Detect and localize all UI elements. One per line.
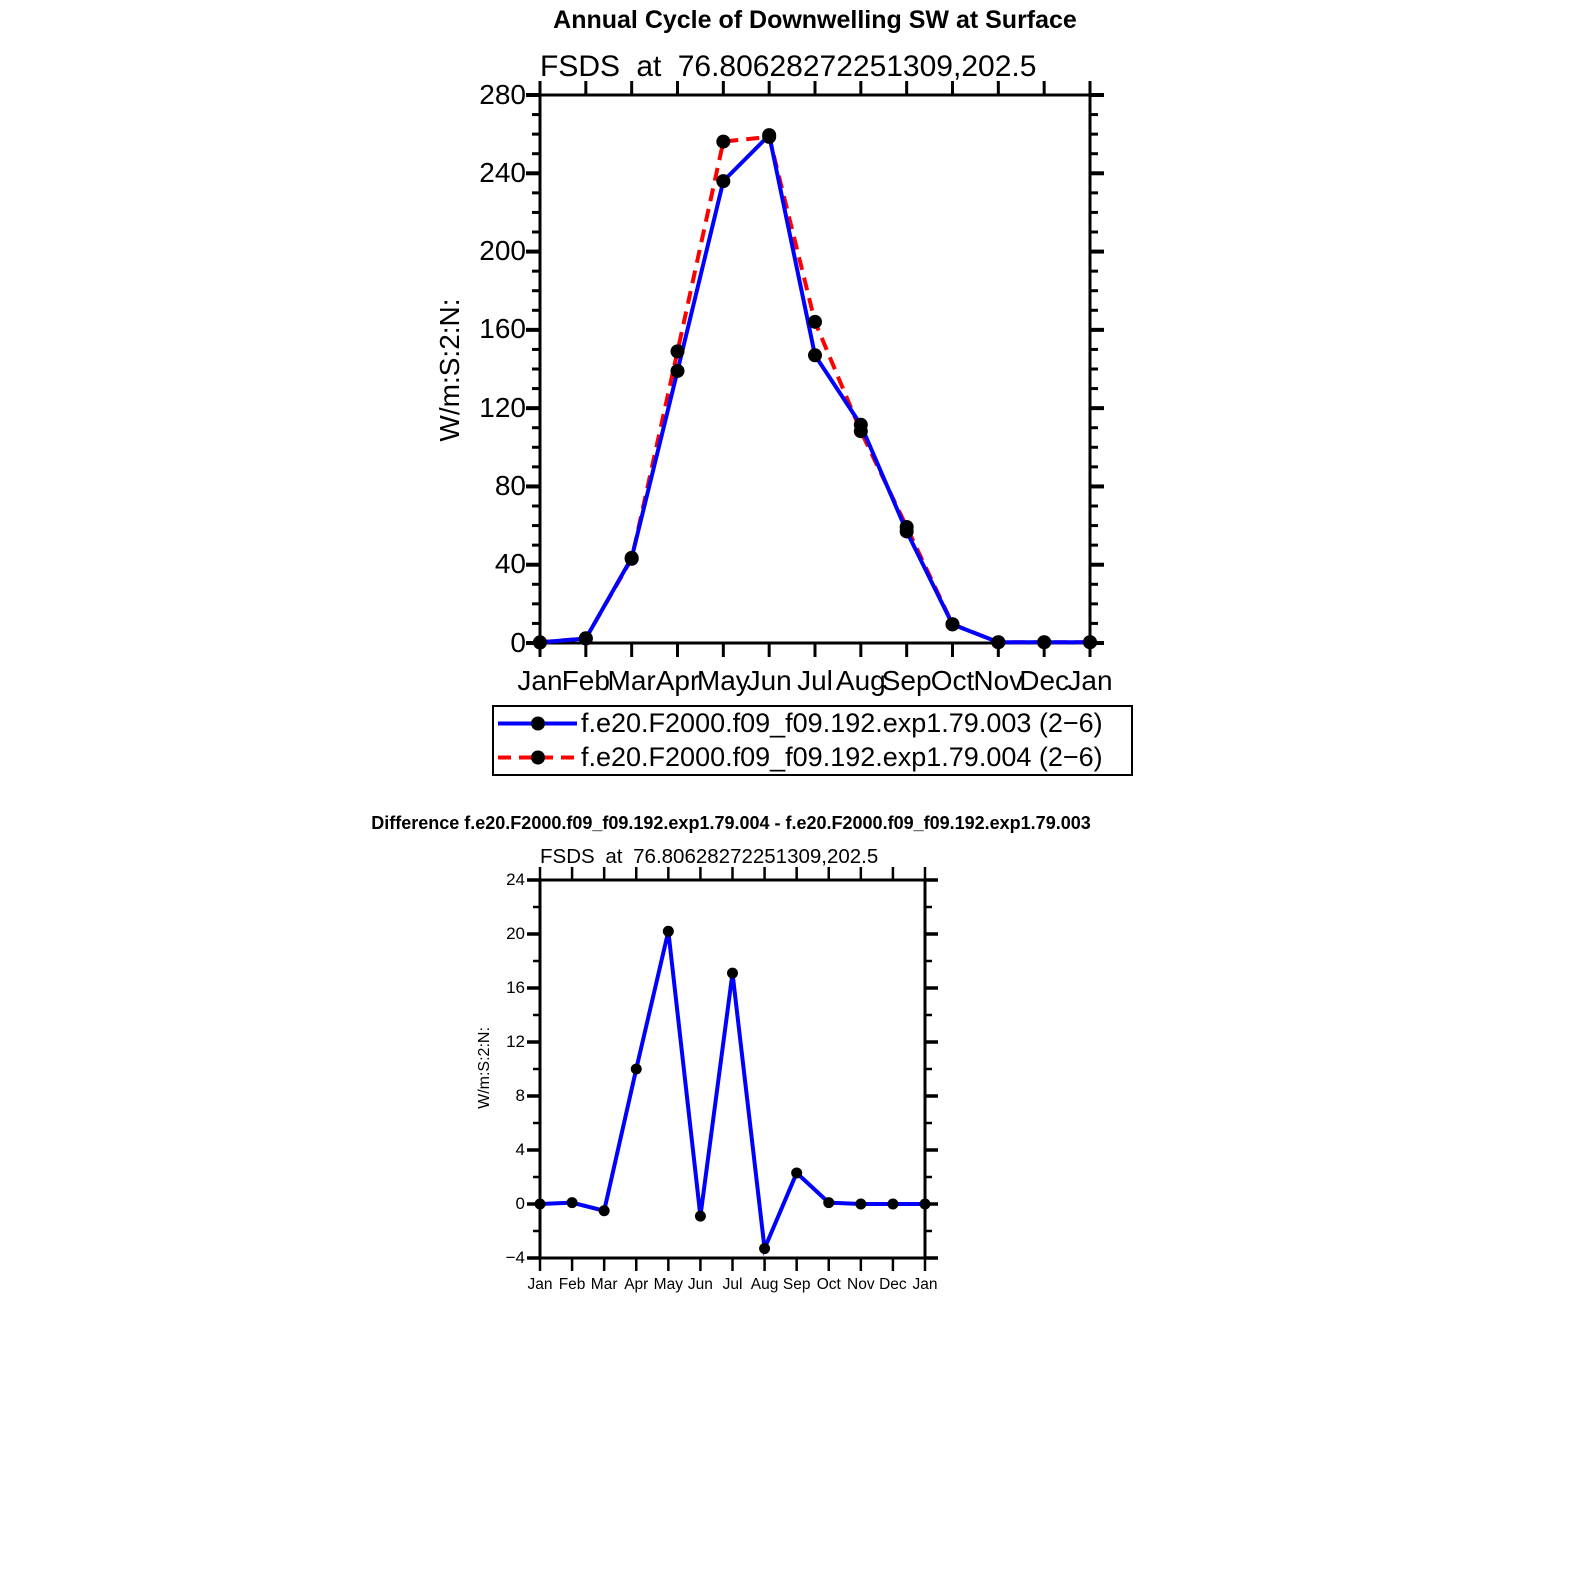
series-line [540,137,1090,643]
ytick-label: 4 [515,1139,525,1159]
xtick-label: Jul [722,1276,743,1293]
legend-dashed-line-sample-icon [494,741,579,774]
xtick-label: Feb [561,665,610,696]
legend-box [492,705,1133,776]
ytick-label: 120 [479,391,526,423]
xtick-label: Jun [687,1276,713,1293]
xtick-label: Dec [1019,665,1070,696]
xtick-label: Nov [973,665,1024,696]
ytick-label: 200 [479,235,526,267]
chart2-y-axis-label: W/m:S:2:N: [476,1027,493,1109]
ytick-label: 40 [494,548,526,580]
xtick-label: Jan [1067,665,1113,696]
chart1-title: Annual Cycle of Downwelling SW at Surface [553,6,1077,34]
xtick-label: Apr [624,1276,649,1293]
legend-item-exp-004 [494,741,1131,774]
xtick-label: Jan [912,1276,938,1293]
ytick-label: 16 [506,977,525,997]
chart2-title: Difference f.e20.F2000.f09_f09.192.exp1.79.004 - f.e20.F2000.f09_f09.192.exp1.79.003 [371,813,1091,833]
series-line [540,135,1090,642]
legend-solid-line-sample-icon [494,707,579,740]
ytick-label: −4 [505,1247,525,1267]
xtick-label: Jun [746,665,792,696]
ytick-label: 8 [515,1085,525,1105]
ytick-label: 240 [479,156,526,188]
legend-item-exp-003 [494,707,1131,740]
xtick-label: Jan [527,1276,553,1293]
xtick-label: Mar [590,1276,618,1293]
xtick-label: Sep [881,665,932,696]
ytick-label: 80 [494,470,526,502]
ytick-label: 0 [510,626,526,658]
ytick-label: 20 [506,923,525,943]
ytick-label: 160 [479,313,526,345]
chart1-subtitle: FSDS at 76.80628272251309,202.5 [540,50,1037,83]
xtick-label: Aug [750,1276,779,1293]
legend-label-exp-003: f.e20.F2000.f09_f09.192.exp1.79.003 (2−6) [581,708,1103,739]
xtick-label: Sep [782,1276,811,1293]
ytick-label: 0 [515,1193,525,1213]
xtick-label: Apr [655,665,700,696]
xtick-label: Jan [517,665,563,696]
xtick-label: Jul [797,665,833,696]
xtick-label: Nov [847,1276,875,1293]
xtick-label: Aug [835,665,886,696]
ytick-label: 280 [479,78,526,110]
series-line [540,931,925,1248]
xtick-label: Mar [607,665,656,696]
xtick-label: Feb [558,1276,586,1293]
chart2-subtitle: FSDS at 76.80628272251309,202.5 [540,845,879,868]
xtick-label: Dec [879,1276,907,1293]
xtick-label: Oct [930,665,975,696]
xtick-label: May [696,665,750,696]
xtick-label: May [653,1276,683,1293]
legend-label-exp-004: f.e20.F2000.f09_f09.192.exp1.79.004 (2−6) [581,741,1103,772]
ytick-label: 24 [506,869,525,889]
ytick-label: 12 [506,1031,525,1051]
chart1-y-axis-label: W/m:S:2:N: [434,298,465,442]
xtick-label: Oct [816,1276,841,1293]
